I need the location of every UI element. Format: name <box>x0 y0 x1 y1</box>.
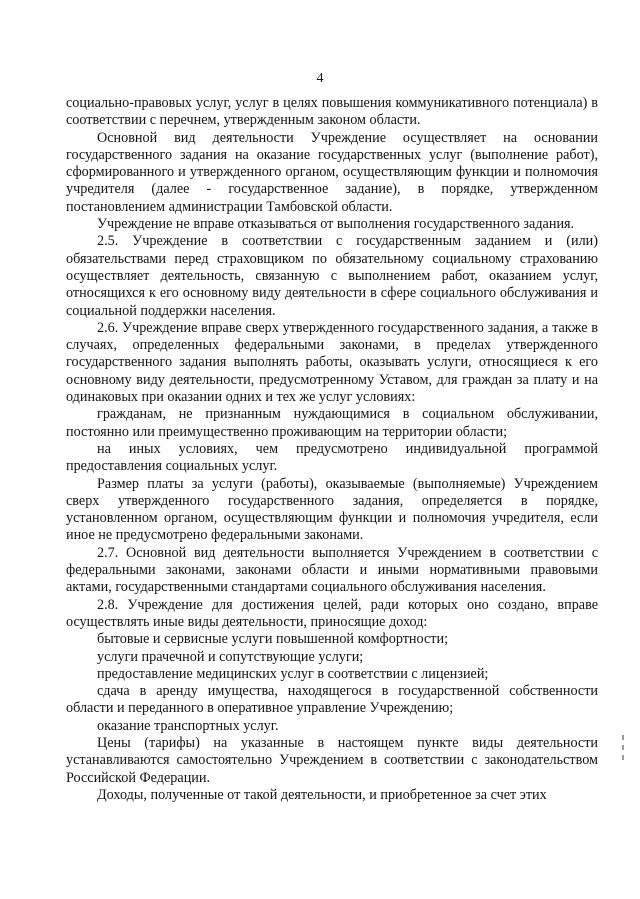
scan-mark <box>622 735 624 740</box>
list-item: бытовые и сервисные услуги повышенной комфортности; <box>97 631 449 648</box>
paragraph: Основной вид деятельности Учреждение осуществляет на основании государственного задания на оказание государственных услуг (выполнение работ), сформированного и утвержденного органом, осуществляющим функции и полномочия учредителя (далее - государственное задание), в порядке, утвержденном постановлением администрации Тамбовской области. <box>66 129 598 215</box>
paragraph: Цены (тарифы) на указанные в настоящем пункте виды деятельности устанавливаются самостоятельно Учреждением в соответствии с законодательством Российской Федерации. <box>66 734 598 786</box>
scan-margin-marks <box>622 735 625 775</box>
list-item: услуги прачечной и сопутствующие услуги; <box>97 648 364 665</box>
document-body <box>66 95 598 804</box>
page-number: 4 <box>316 71 324 86</box>
paragraph: 2.8. Учреждение для достижения целей, ради которых оно создано, вправе осуществлять иные виды деятельности, приносящие доход: <box>66 596 598 630</box>
list-item: сдача в аренду имущества, находящегося в государственной собственности области и переданного в оперативное управление Учреждению; <box>66 683 598 717</box>
paragraph: 2.5. Учреждение в соответствии с государственным заданием и (или) обязательствами перед страховщиком по обязательному социальному страхованию осуществляет деятельность, связанную с выполнением работ, оказанием услуг, относящихся к его основному виду деятельности в сфере социального обслуживания и социальной поддержки населения. <box>66 233 598 319</box>
list-item: оказание транспортных услуг. <box>97 717 279 734</box>
paragraph: 2.6. Учреждение вправе сверх утвержденного государственного задания, а также в случаях, определенных федеральными законами, в пределах утвержденного государственного задания выполнять работы, оказывать услуги, относящиеся к его основному виду деятельности, предусмотренному Уставом, для граждан за плату и на одинаковых при оказании одних и тех же услуг условиях: <box>66 319 598 406</box>
scan-mark <box>622 745 624 750</box>
paragraph: Размер платы за услуги (работы), оказываемые (выполняемые) Учреждением сверх утвержденного государственного задания, определяется в порядке, установленном органом, осуществляющим функции и полномочия учредителя, если иное не предусмотрено федеральными законами. <box>66 475 598 544</box>
scan-mark <box>622 755 624 760</box>
paragraph: 2.7. Основной вид деятельности выполняется Учреждением в соответствии с федеральными законами, законами области и иными нормативными правовыми актами, государственными стандартами социального обслуживания населения. <box>66 544 598 596</box>
paragraph: Учреждение не вправе отказываться от выполнения государственного задания. <box>97 216 575 233</box>
paragraph: социально-правовых услуг, услуг в целях повышения коммуникативного потенциала) в соответствии с перечнем, утвержденным законом области. <box>66 95 598 129</box>
paragraph: Доходы, полученные от такой деятельности, и приобретенное за счет этих <box>97 786 547 803</box>
paragraph: гражданам, не признанным нуждающимися в социальном обслуживании, постоянно или преимущественно проживающим на территории области; <box>66 406 598 440</box>
paragraph: на иных условиях, чем предусмотрено индивидуальной программой предоставления социальных услуг. <box>66 440 598 475</box>
list-item: предоставление медицинских услуг в соответствии с лицензией; <box>97 665 489 682</box>
